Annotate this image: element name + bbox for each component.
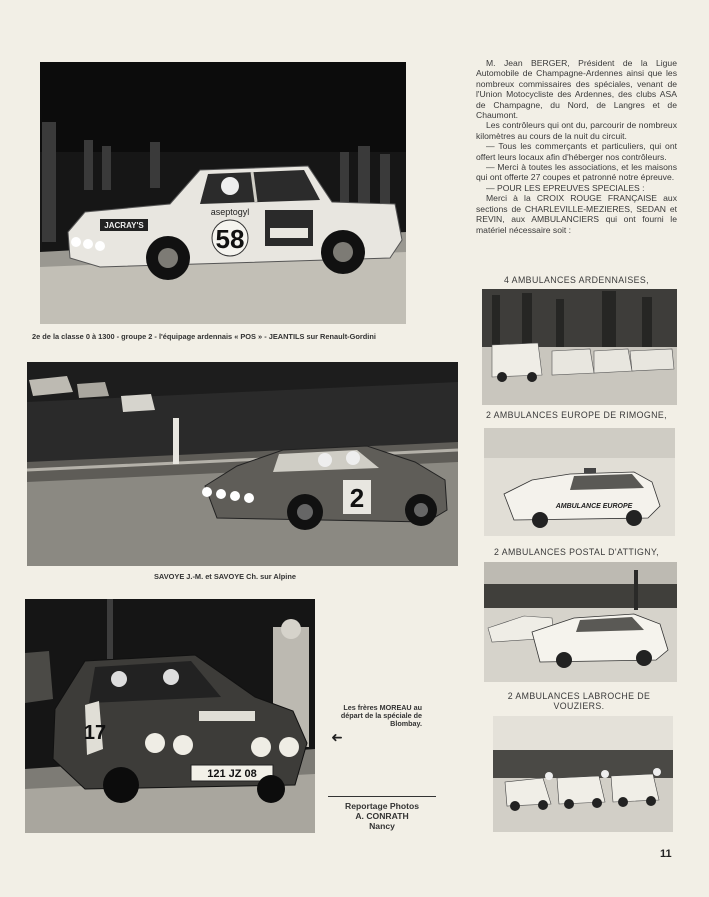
ambulance-heading-ardennaises: 4 AMBULANCES ARDENNAISES, <box>504 275 649 285</box>
ambulance-heading-labroche: 2 AMBULANCES LABROCHE DE VOUZIERS. <box>507 691 651 711</box>
photo-ambulances-postal <box>484 562 677 682</box>
ambulance-heading-europe: 2 AMBULANCES EUROPE DE RIMOGNE, <box>485 410 668 420</box>
photo-renault-gordini <box>40 62 406 324</box>
alfa-image <box>25 599 315 833</box>
race-number-2: 2 <box>349 483 365 513</box>
license-plate: 121 JZ 08 <box>207 768 257 780</box>
sticker-sponsor: JACRAY'S <box>104 221 144 230</box>
sticker-brand: aseptogyl <box>210 207 250 217</box>
photo-alpine <box>27 362 458 566</box>
credit-line-1: Reportage Photos <box>344 801 419 811</box>
paragraph-controleurs: Les contrôleurs qui ont du, parcourir de nombreux kilomètres au cours de la nuit du circuit. <box>476 120 677 141</box>
ambulance-heading-postal: 2 AMBULANCES POSTAL D'ATTIGNY, <box>494 547 659 557</box>
paragraph-commercants: — Tous les commerçants et particuliers, qui ont offert leurs locaux afin d'héberger nos contrôleurs. <box>476 141 677 162</box>
caption-renault: 2e de la classe 0 à 1300 - groupe 2 - l'équipage ardennais « POS » - JEANTILS sur Renault-Gordini <box>32 332 376 341</box>
alpine-image <box>27 362 458 566</box>
credit-line-2: A. CONRATH <box>355 811 409 821</box>
photo-ambulances-europe <box>484 428 675 536</box>
arrow-left-icon: ➜ <box>331 729 343 745</box>
photo-ambulances-labroche <box>493 716 673 832</box>
page-number: 11 <box>660 848 672 860</box>
caption-alpine: SAVOYE J.-M. et SAVOYE Ch. sur Alpine <box>154 572 296 581</box>
paragraph-epreuves: — POUR LES EPREUVES SPECIALES : <box>486 182 645 193</box>
ambulances-postal-image <box>484 562 677 682</box>
photo-credit <box>328 796 436 831</box>
photo-alfa <box>25 599 315 833</box>
paragraph-berger: M. Jean BERGER, Président de la Ligue Automobile de Champagne-Ardennes ainsi que les nombreux commissaires des spéciales, venant de l'Union Motocycliste des Ardennes, des clubs ASA de Champagne, du Nord, de Langres et de Chaumont. <box>476 58 677 121</box>
paragraph-croix-rouge: Merci à la CROIX ROUGE FRANÇAISE aux sections de CHARLEVILLE-MEZIERES, SEDAN et REVIN, aux AMBULANCIERS qui ont fourni le matériel nécessaire soit : <box>476 193 677 235</box>
credit-line-3: Nancy <box>369 821 395 831</box>
ambulances-labroche-image <box>493 716 673 832</box>
ambulance-europe-text: AMBULANCE EUROPE <box>555 503 633 510</box>
photo-ambulances-ardennaises <box>482 289 677 405</box>
race-number-17: 17 <box>83 722 107 744</box>
paragraph-associations: — Merci à toutes les associations, et les maisons qui ont offerte 27 coupes et patronné notre épreuve. <box>476 162 677 183</box>
race-number-58: 58 <box>215 224 245 254</box>
ambulances-ardennaises-image <box>482 289 677 405</box>
thanks-text-column <box>476 58 677 235</box>
renault-gordini-image <box>40 62 406 324</box>
caption-moreau: Les frères MOREAU au départ de la spéciale de Blombay. <box>340 703 422 729</box>
ambulances-europe-image <box>484 428 675 536</box>
